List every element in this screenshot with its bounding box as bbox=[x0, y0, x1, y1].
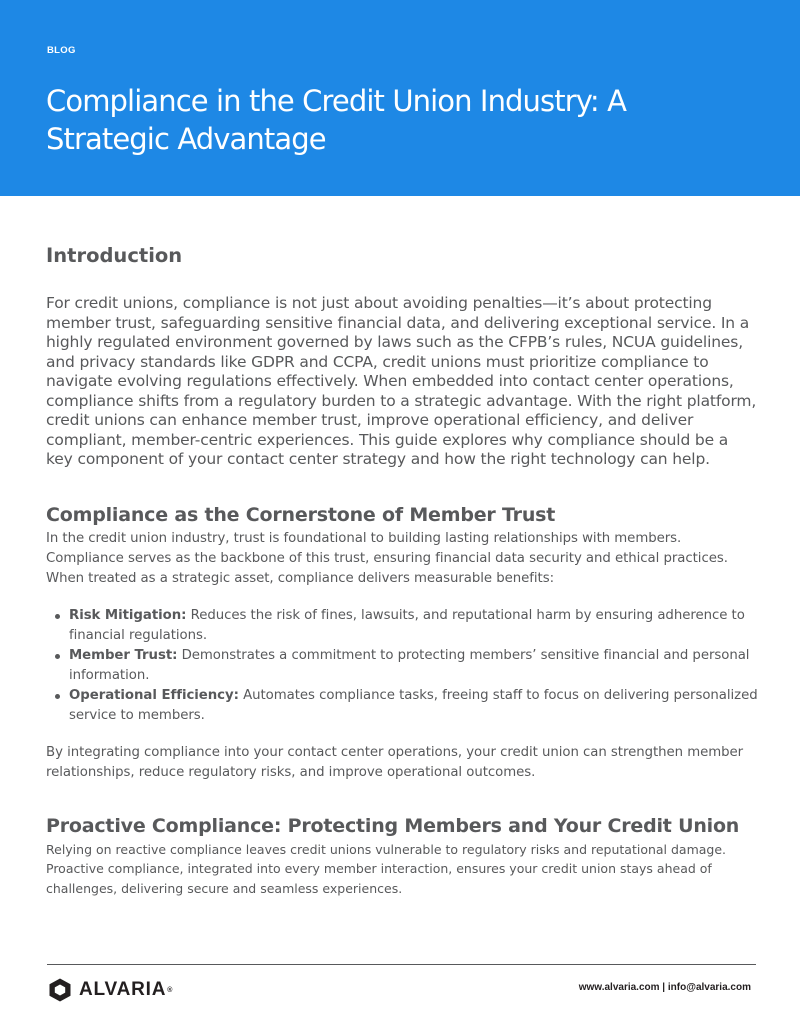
category-label: BLOG bbox=[47, 45, 76, 56]
brand-logo bbox=[49, 976, 172, 1004]
article-body bbox=[46, 242, 758, 898]
registered-mark: ® bbox=[167, 986, 173, 994]
bullet-dot-icon bbox=[55, 614, 60, 619]
footer-contact: www.alvaria.com | info@alvaria.com bbox=[578, 982, 751, 993]
bullet-dot-icon bbox=[55, 654, 60, 659]
header-band bbox=[0, 0, 800, 196]
benefits-list bbox=[46, 606, 758, 726]
brand-name: ALVARIA bbox=[79, 979, 167, 1000]
introduction-heading: Introduction bbox=[46, 244, 183, 267]
list-item bbox=[69, 646, 758, 686]
member-trust-closing: By integrating compliance into your contact center operations, your credit union can strengthen member relationships, reduce regulatory risks, and improve operational outcomes. bbox=[46, 744, 744, 780]
benefit-description: Reduces the risk of fines, lawsuits, and reputational harm by ensuring adherence to financial regulations. bbox=[69, 607, 745, 643]
footer-divider bbox=[47, 964, 756, 965]
benefit-description: Automates compliance tasks, freeing staff to focus on delivering personalized service to members. bbox=[69, 687, 758, 723]
introduction-paragraph: For credit unions, compliance is not just about avoiding penalties—it’s about protecting member trust, safeguarding sensitive financial data, and delivering exceptional service. In a highly regulated environment governed by laws such as the CFPB’s rules, NCUA guidelines, and privacy standards like GDPR and CCPA, credit unions must prioritize compliance to navigate evolving regulations effectively. When embedded into contact center operations, compliance shifts from a regulatory burden to a strategic advantage. With the right platform, credit unions can enhance member trust, improve operational efficiency, and deliver compliant, member-centric experiences. This guide explores why compliance should be a key component of your contact center strategy and how the right technology can help. bbox=[46, 294, 757, 468]
benefit-term: Member Trust: bbox=[69, 647, 178, 663]
proactive-compliance-heading: Proactive Compliance: Protecting Members and Your Credit Union bbox=[46, 814, 740, 837]
alvaria-hexagon-logo-icon bbox=[49, 978, 71, 1002]
list-item bbox=[69, 606, 758, 646]
member-trust-heading: Compliance as the Cornerstone of Member Trust bbox=[46, 503, 556, 526]
benefit-term: Risk Mitigation: bbox=[69, 607, 187, 623]
bullet-dot-icon bbox=[55, 694, 60, 699]
page-title: Compliance in the Credit Union Industry: A Strategic Advantage bbox=[46, 84, 627, 156]
benefit-description: Demonstrates a commitment to protecting members’ sensitive financial and personal information. bbox=[69, 647, 750, 683]
benefit-term: Operational Efficiency: bbox=[69, 687, 239, 703]
proactive-compliance-paragraph: Relying on reactive compliance leaves credit unions vulnerable to regulatory risks and reputational damage. Proactive compliance, integrated into every member interaction, ensures your credit union stays ahead of challenges, delivering secure and seamless experiences. bbox=[46, 841, 727, 896]
member-trust-intro: In the credit union industry, trust is foundational to building lasting relationships with members. Compliance serves as the backbone of this trust, ensuring financial data security and ethical practices. When treated as a strategic asset, compliance delivers measurable benefits: bbox=[46, 530, 728, 586]
list-item bbox=[69, 686, 758, 726]
